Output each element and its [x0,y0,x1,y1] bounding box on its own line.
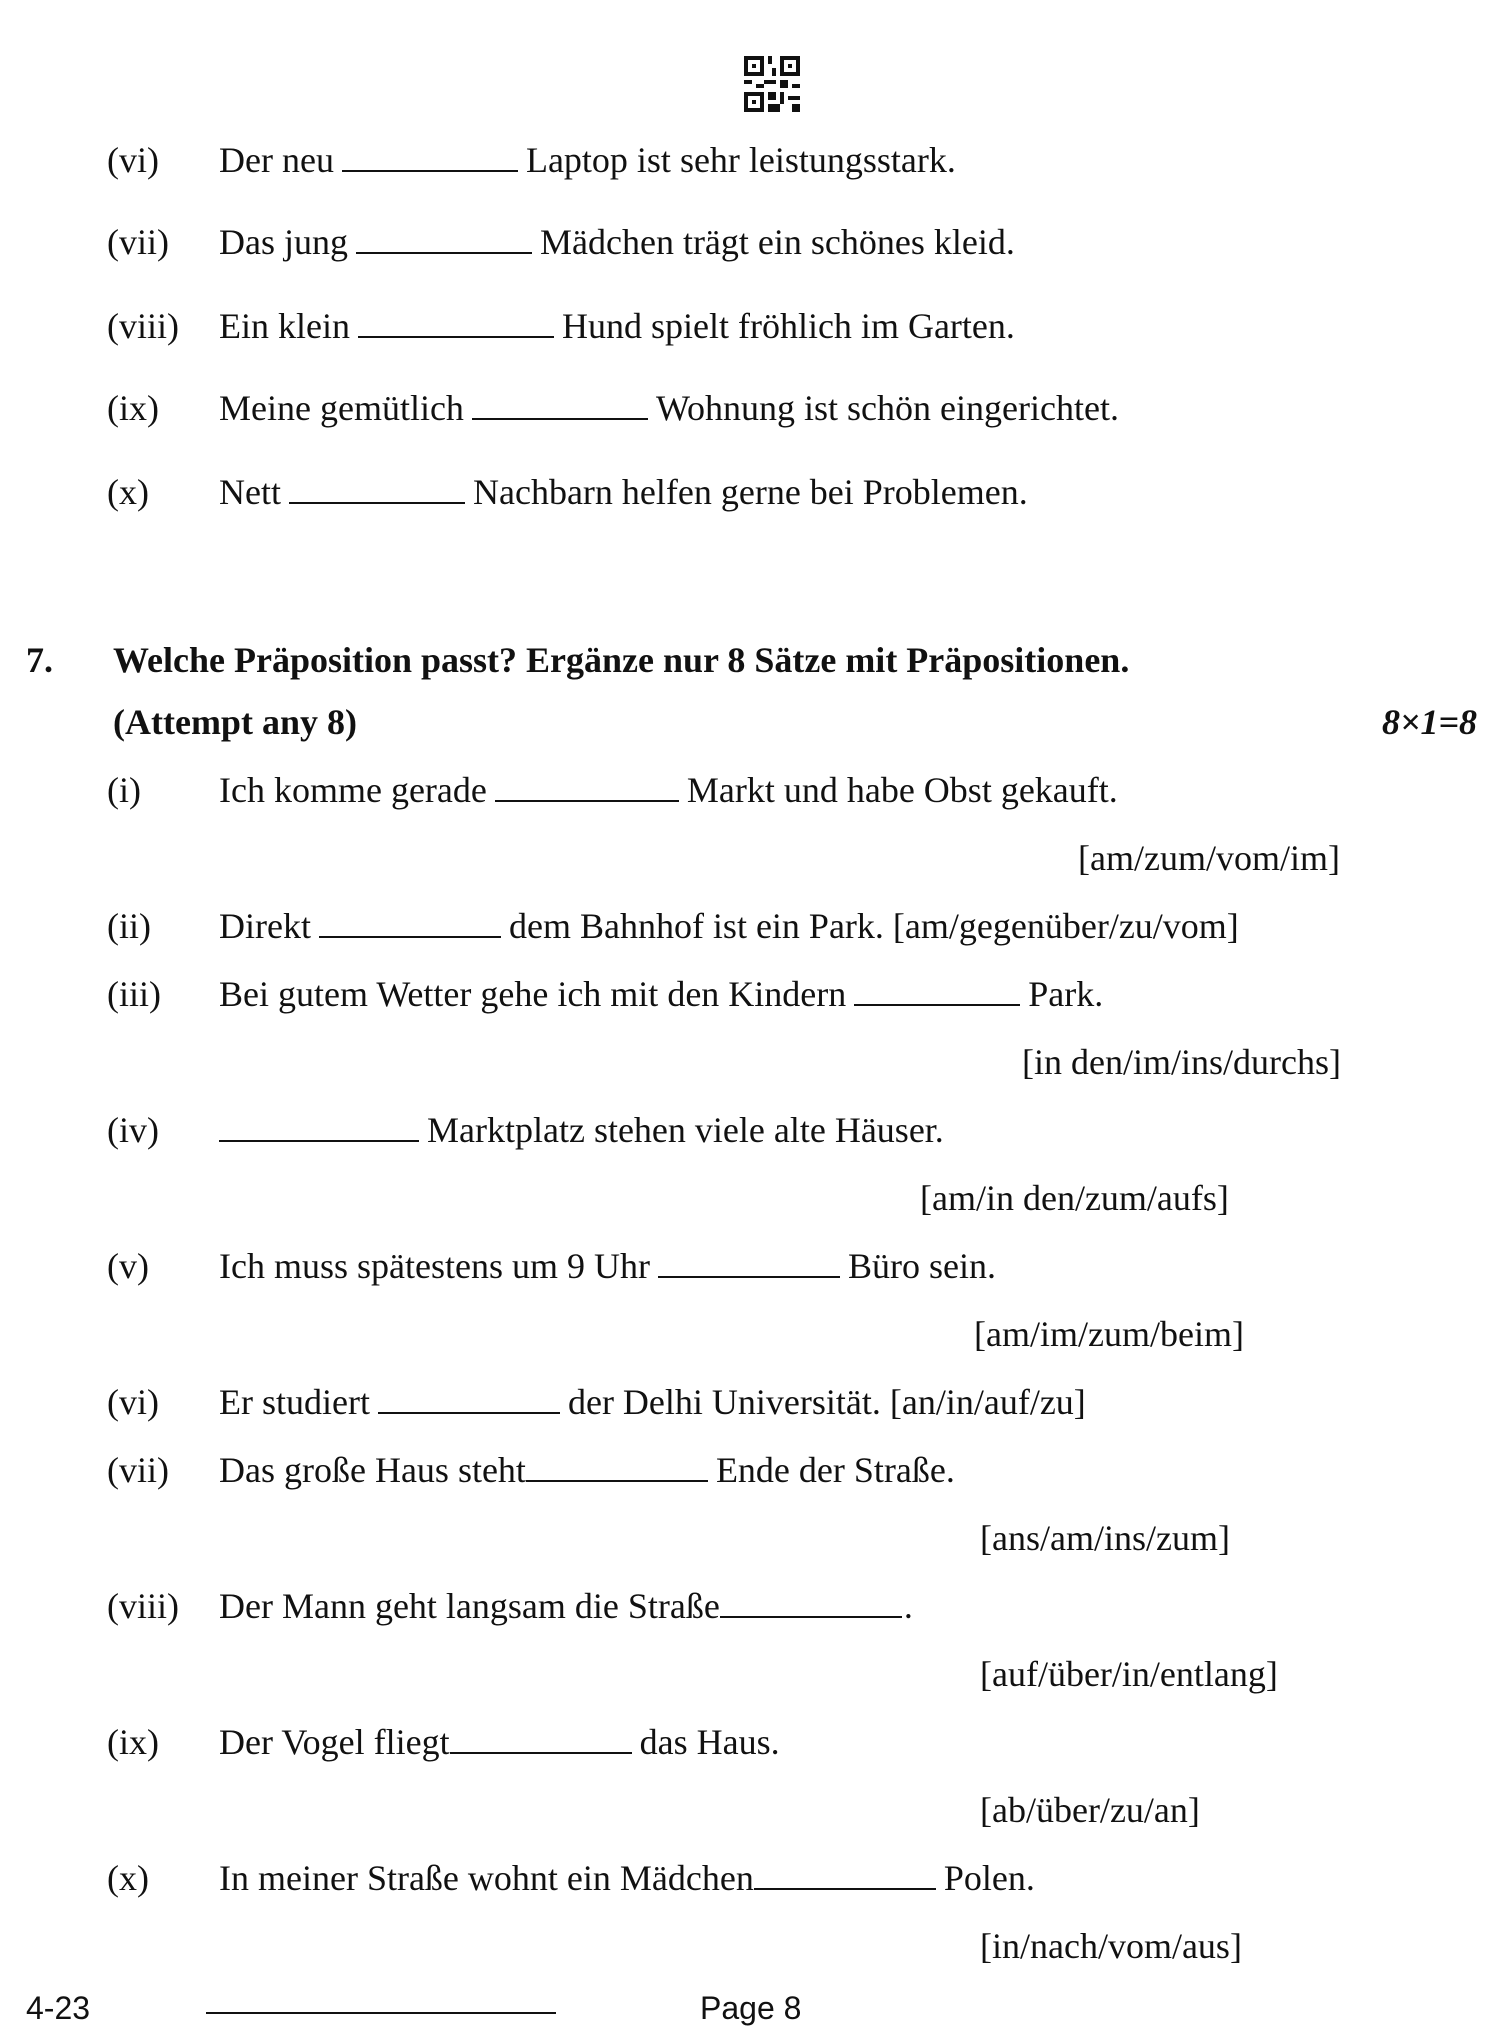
paper-code: 4-23 [26,1990,91,2026]
sentence-end: Polen. [943,1858,1035,1898]
item-number: (vii) [107,1450,169,1490]
sentence [219,1244,996,1288]
item-number: (x) [107,472,149,512]
sentence-start: Ein klein [219,306,350,346]
item-number: (vi) [107,140,159,180]
options-list: [in/nach/vom/aus] [980,1926,1242,1966]
sentence [219,304,1015,348]
sentence-end: Marktplatz stehen viele alte Häuser. [427,1110,944,1150]
sentence-end: Nachbarn helfen gerne bei Problemen. [472,472,1028,512]
answer-blank[interactable] [358,306,554,338]
answer-blank[interactable] [342,140,518,172]
sentence-end: der Delhi Universität. [567,1382,881,1422]
sentence-start: Ich komme gerade [219,770,487,810]
sentence-end: Hund spielt fröhlich im Garten. [561,306,1015,346]
answer-blank[interactable] [658,1246,840,1278]
item-number: (x) [107,1858,149,1898]
sentence-start: Bei gutem Wetter gehe ich mit den Kindern [219,974,847,1014]
sentence [219,972,1103,1016]
answer-blank[interactable] [319,906,501,938]
sentence [219,1720,780,1764]
answer-blank[interactable] [495,770,679,802]
sentence-start: Direkt [219,906,311,946]
options-list: [am/gegenüber/zu/vom] [892,906,1239,946]
sentence-start: Das große Haus steht [219,1450,526,1490]
answer-blank[interactable] [526,1450,708,1482]
answer-blank[interactable] [378,1382,560,1414]
qr-code-icon [744,56,800,112]
options-list: [am/im/zum/beim] [974,1314,1244,1354]
sentence-end: Laptop ist sehr leistungsstark. [525,140,956,180]
item-number: (vi) [107,1382,159,1422]
answer-blank[interactable] [854,974,1020,1006]
sentence-start: Ich muss spätestens um 9 Uhr [219,1246,650,1286]
sentence [219,768,1118,812]
item-number: (viii) [107,306,179,346]
sentence [219,386,1119,430]
answer-blank[interactable] [450,1722,632,1754]
sentence-end: Ende der Straße. [715,1450,955,1490]
options-list: [an/in/auf/zu] [889,1382,1086,1422]
options-list: [in den/im/ins/durchs] [1022,1042,1341,1082]
sentence-end: Büro sein. [847,1246,996,1286]
sentence-end: das Haus. [639,1722,780,1762]
sentence [219,904,1239,948]
item-number: (iii) [107,974,161,1014]
item-number: (v) [107,1246,149,1286]
item-number: (ii) [107,906,151,946]
options-list: [am/zum/vom/im] [1078,838,1340,878]
sentence-end: Markt und habe Obst gekauft. [686,770,1118,810]
sentence-start: In meiner Straße wohnt ein Mädchen [219,1858,754,1898]
sentence-start: Das jung [219,222,348,262]
sentence-start: Er studiert [219,1382,370,1422]
sentence-end: . [903,1586,913,1626]
sentence-end: Park. [1028,974,1104,1014]
sentence-start: Der Mann geht langsam die Straße [219,1586,720,1626]
options-list: [auf/über/in/entlang] [980,1654,1278,1694]
sentence-start: Nett [219,472,281,512]
sentence [219,1448,955,1492]
item-number: (ix) [107,388,159,428]
sentence-start: Der Vogel fliegt [219,1722,450,1762]
options-list: [ans/am/ins/zum] [980,1518,1230,1558]
answer-blank[interactable] [720,1586,902,1618]
question-number: 7. [26,640,53,680]
page-number: Page 8 [700,1990,802,2026]
sentence-end: dem Bahnhof ist ein Park. [508,906,884,946]
marks-allocation: 8×1=8 [1381,702,1477,742]
sentence-start: Der neu [219,140,334,180]
sentence [219,470,1028,514]
item-number: (vii) [107,222,169,262]
options-list: [ab/über/zu/an] [980,1790,1200,1830]
sentence [219,1584,913,1628]
sentence [219,138,956,182]
answer-blank[interactable] [289,472,465,504]
question-subtitle: (Attempt any 8) [113,702,357,742]
footer-divider [206,2012,556,2014]
answer-blank[interactable] [472,388,648,420]
sentence [219,220,1015,264]
sentence [219,1380,1086,1424]
item-number: (viii) [107,1586,179,1626]
question-title: Welche Präposition passt? Ergänze nur 8 Sätze mit Präpositionen. [113,640,1130,680]
sentence [219,1108,944,1152]
sentence [219,1856,1035,1900]
sentence-start: Meine gemütlich [219,388,464,428]
item-number: (iv) [107,1110,159,1150]
item-number: (i) [107,770,141,810]
answer-blank[interactable] [219,1110,419,1142]
item-number: (ix) [107,1722,159,1762]
options-list: [am/in den/zum/aufs] [920,1178,1229,1218]
answer-blank[interactable] [754,1858,936,1890]
sentence-end: Wohnung ist schön eingerichtet. [655,388,1119,428]
answer-blank[interactable] [356,222,532,254]
sentence-end: Mädchen trägt ein schönes kleid. [540,222,1015,262]
